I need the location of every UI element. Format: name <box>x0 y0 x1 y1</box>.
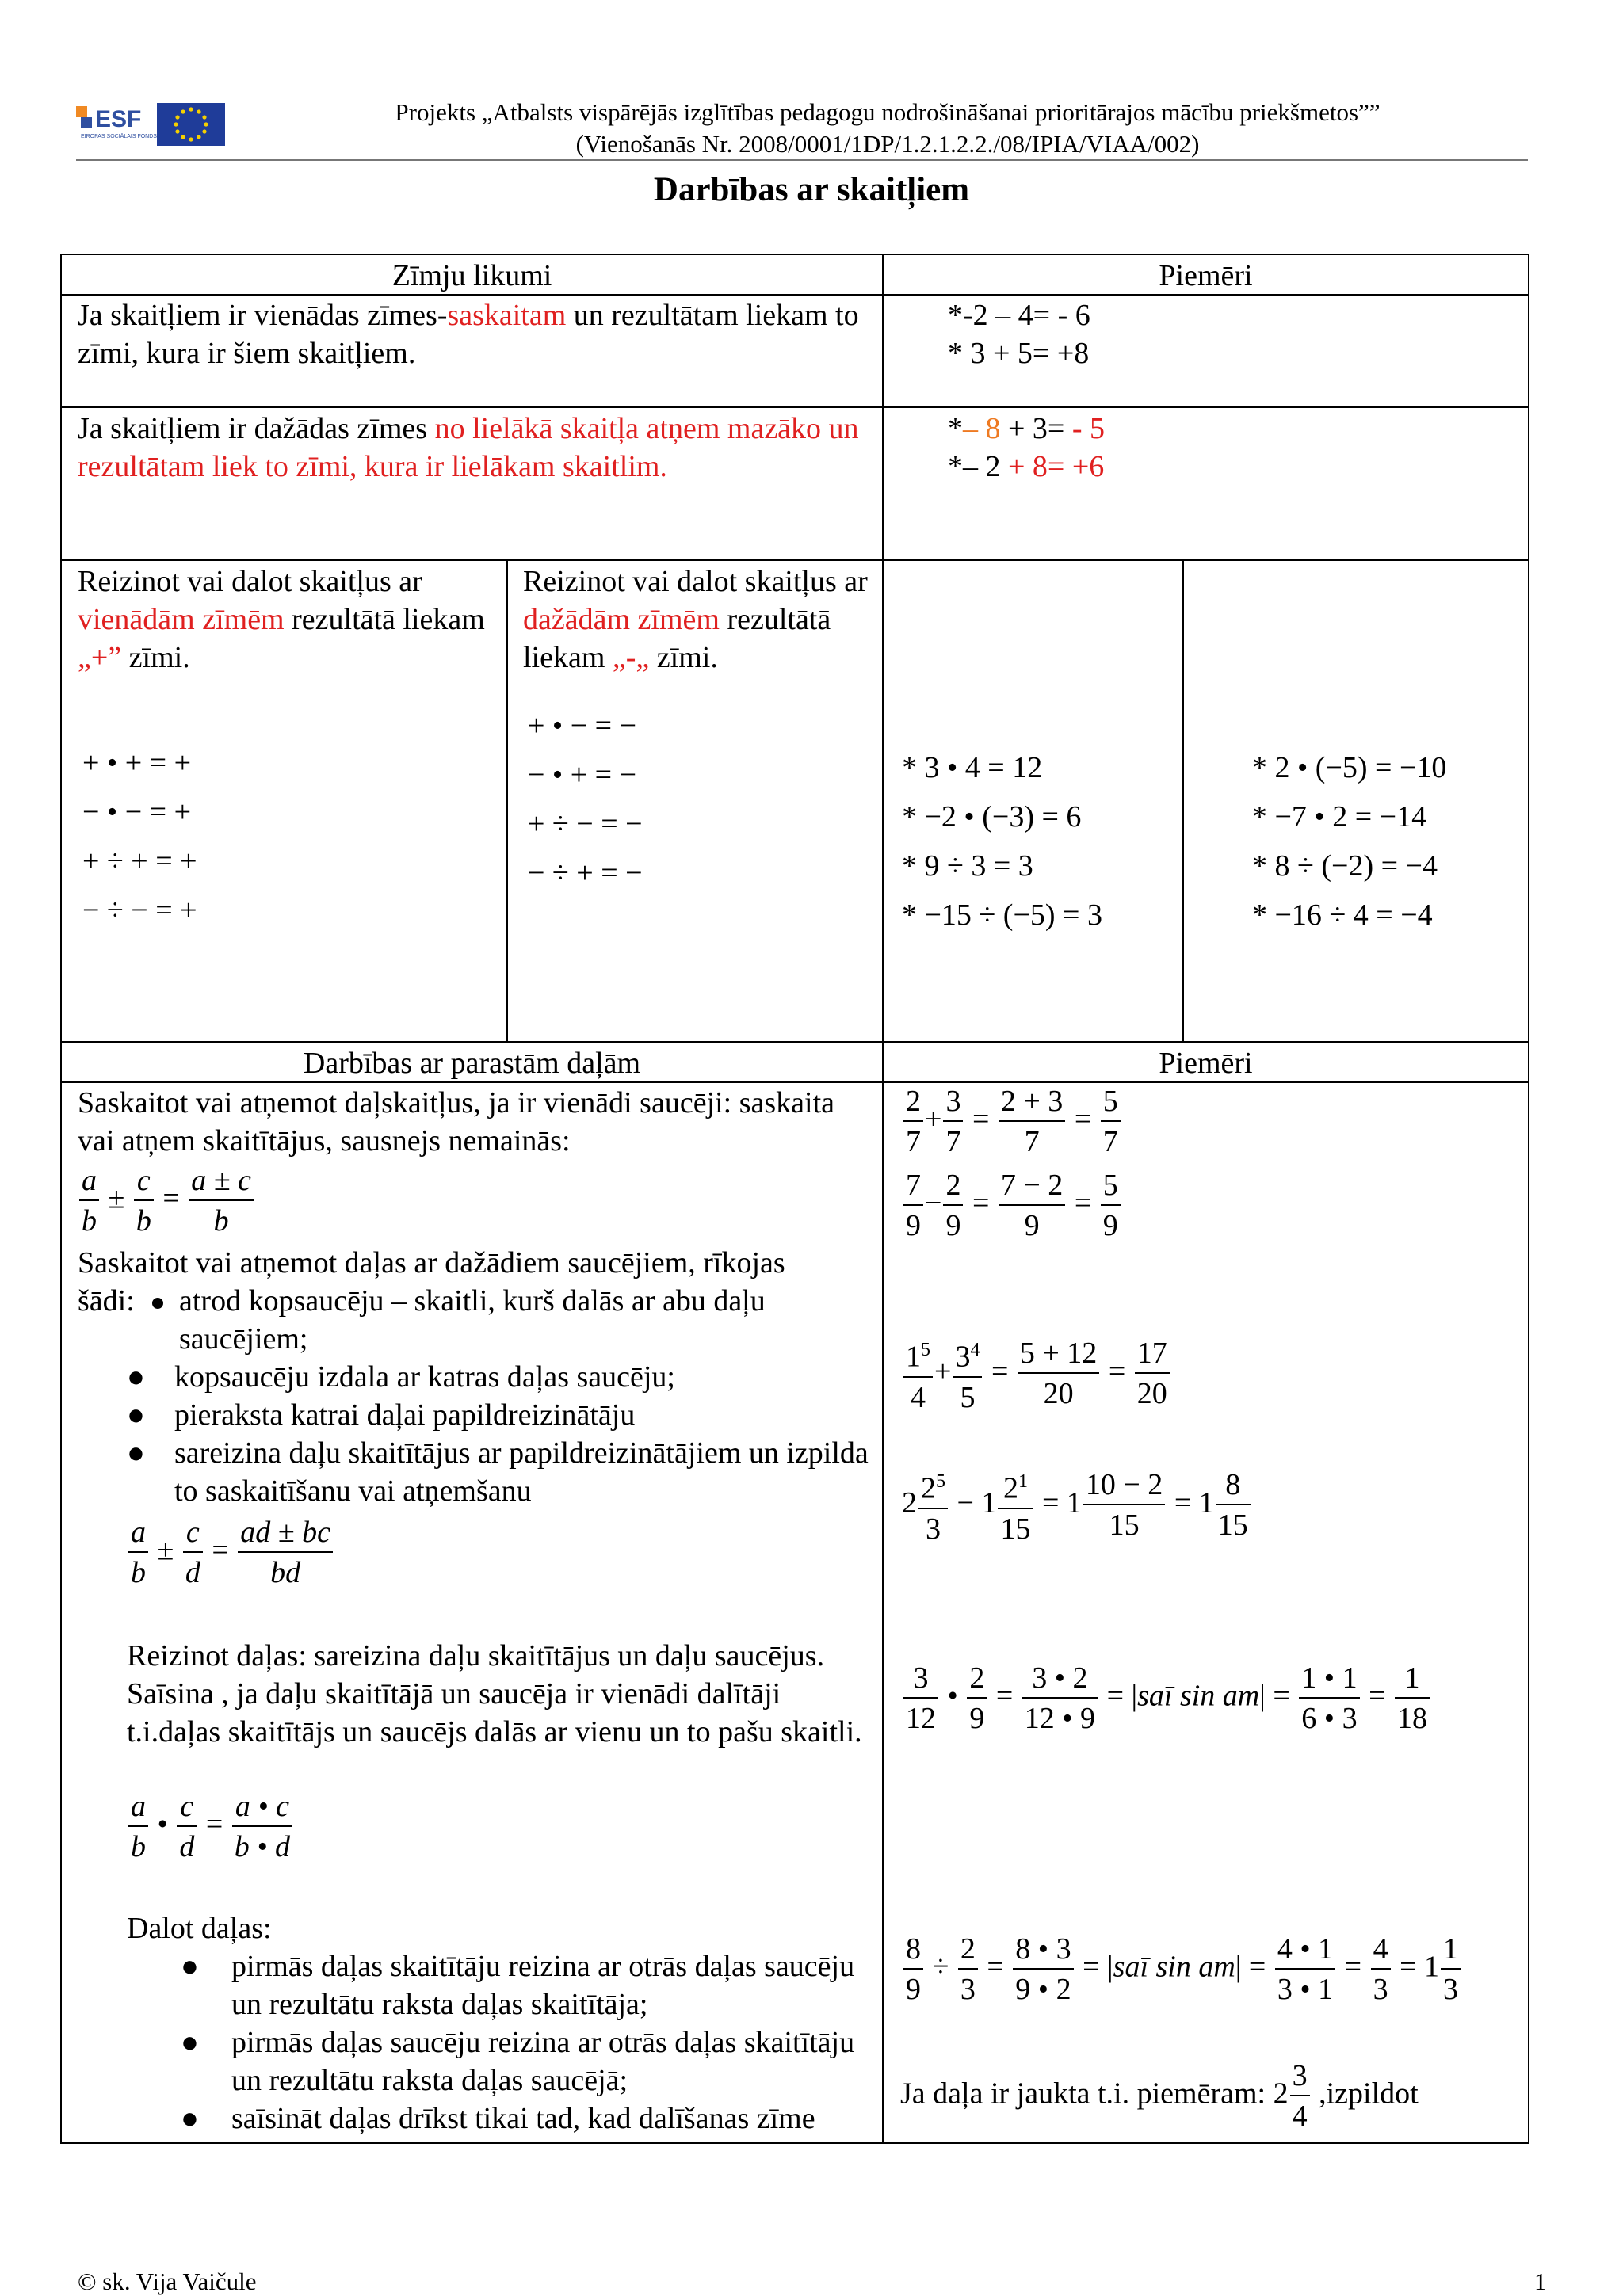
page-number: 1 <box>1534 2267 1547 2295</box>
bullet-icon <box>147 1282 176 1320</box>
example-line: * 3 + 5= +8 <box>948 337 1090 370</box>
bullet-icon: ● <box>127 1360 145 1394</box>
rule-multiply-same: Reizinot vai dalot skaitļus ar vienādām zīmēm rezultātā liekam „+” zīmi. <box>78 565 485 674</box>
same-sign-examples: * 3 • 4 = 12 * −2 • (−3) = 6 * 9 ÷ 3 = 3 * −15 ÷ (−5) = 3 <box>902 751 1102 932</box>
bullet-icon: ● <box>181 2026 199 2059</box>
rule-different-signs: Ja skaitļiem ir dažādas zīmes no lielākā skaitļa atņem mazāko un rezultātam liek to zīmi, kura ir lielākam skaitlim. <box>78 412 859 483</box>
step-find-common-denominator: atrod kopsaucēju – skaitli, kurš dalās ar abu daļu saucējiem; <box>179 1284 766 1356</box>
division-rule-title: Dalot daļas: <box>127 1912 272 1945</box>
formula-same-denominator: $\frac{a}{b}$ ± $\frac{c}{b}$ = $\frac{a \pm c}{b}$ <box>78 1161 255 1241</box>
logo-text: ESF <box>95 106 142 132</box>
rule-same-signs: Ja skaitļiem ir vienādas zīmes-saskaitam un rezultātam liekam to zīmi, kura ir šiem skaitļiem. <box>78 299 859 370</box>
bullet-icon: ● <box>127 1436 145 1470</box>
step-write-multiplier: pieraksta katrai daļai papildreizinātāju <box>174 1398 636 1432</box>
division-step-numerator: pirmās daļas skaitītāju reizina ar otrās daļas saucēju un rezultātu raksta daļas skaitītāja; <box>231 1950 855 2021</box>
logo-subtext: EIROPAS SOCIĀLAIS FONDS <box>81 134 157 139</box>
example-add-same-denominator: $\frac{2}{7}$ + $\frac{3}{7}$ = $\frac{2 + 3}{7}$ = $\frac{5}{7}$ <box>902 1082 1122 1161</box>
examples-header: Piemēri <box>1159 259 1253 292</box>
example-subtract-same-denominator: $\frac{7}{9}$ − $\frac{2}{9}$ = $\frac{7 - 2}{9}$ = $\frac{5}{9}$ <box>902 1166 1122 1245</box>
division-step-denominator: pirmās daļas saucēju reizina ar otrās daļas skaitītāju un rezultātu raksta daļas saucējā; <box>231 2026 855 2097</box>
example-divide-fractions: $\frac{8}{9}$ ÷ $\frac{2}{3}$ = $\frac{8 • 3}{9 • 2}$ = |saī sin am| = $\frac{4 • 1}{3 • 1}$ = $\frac{4}{3}$ = 1 $\frac{1}{3}$ <box>902 1930 1462 2009</box>
sign-rules-header: Zīmju likumi <box>391 259 552 292</box>
header-rule <box>76 159 1528 161</box>
step-multiply-and-add: sareizina daļu skaitītājus ar papildreizinātājiem un izpilda to saskaitīšanu vai atņemšanu <box>174 1436 869 1508</box>
same-sign-rules: + • + = + − • − = + + ÷ + = + − ÷ − = + <box>82 746 197 927</box>
example-subtract-mixed-numbers: 2 $\frac{2^5}{3}$ − 1 $\frac{2^1}{15}$ = 1 $\frac{10 - 2}{15}$ = 1 $\frac{8}{15}$ <box>902 1463 1252 1549</box>
rule-same-signs-examples <box>948 296 1503 372</box>
fractions-header: Darbības ar parastām daļām <box>303 1047 641 1080</box>
esf-eu-flag-icon <box>76 98 227 149</box>
different-denominator-label: šādi: <box>78 1284 135 1318</box>
mixed-fraction-note: Ja daļa ir jaukta t.i. piemēram: 2 $\frac{3}{4}$ ,izpildot <box>900 2057 1419 2136</box>
example-add-different-denominator: $\frac{1^5}{4}$ + $\frac{3^4}{5}$ = $\frac{5 + 12}{20}$ = $\frac{17}{20}$ <box>902 1331 1171 1417</box>
division-step-simplify: saīsināt daļas drīkst tikai tad, kad dalīšanas zīme <box>231 2102 815 2135</box>
different-denominator-rule: Saskaitot vai atņemot daļas ar dažādiem saucējiem, rīkojas <box>78 1246 785 1280</box>
formula-different-denominator: $\frac{a}{b}$ ± $\frac{c}{d}$ = $\frac{ad \pm bc}{bd}$ <box>127 1513 334 1592</box>
agreement-number: (Vienošanās Nr. 2008/0001/1DP/1.2.1.2.2./08/IPIA/VIAA/002) <box>575 130 1200 158</box>
example-multiply-fractions: $\frac{3}{12}$ • $\frac{2}{9}$ = $\frac{3 • 2}{12 • 9}$ = |saī sin am| = $\frac{1 • 1}{6 • 3}$ = $\frac{1}{18}$ <box>902 1659 1431 1738</box>
rule-different-signs-examples <box>948 410 1503 486</box>
example-line: *-2 – 4= - 6 <box>948 299 1090 332</box>
project-title: Projekts „Atbalsts vispārējās izglītības pedagogu nodrošināšanai prioritārajos mācību priekšmetos”” <box>395 98 1381 126</box>
project-header <box>238 97 1537 160</box>
footer-author: © sk. Vija Vaičule <box>78 2267 257 2295</box>
different-sign-rules: + • − = − − • + = − + ÷ − = − − ÷ + = − <box>528 709 643 890</box>
example-line: *– 8 + 3= - 5 <box>948 412 1106 445</box>
esf-logo <box>76 98 227 149</box>
bullet-icon: ● <box>127 1398 145 1432</box>
bullet-icon: ● <box>181 1950 199 1983</box>
step-divide-denominator: kopsaucēju izdala ar katras daļas saucēju; <box>174 1360 675 1394</box>
multiplication-rule: Reizinot daļas: sareizina daļu skaitītājus un daļu saucējus. Saīsina , ja daļu skaitītājā un saucēja ir vienādi dalītāji t.i.daļas skaitītājs un saucējs dalās ar vienu un to pašu skaitli. <box>127 1639 862 1749</box>
page-title: Darbības ar skaitļiem <box>653 171 970 208</box>
formula-multiplication: $\frac{a}{b}$ • $\frac{c}{d}$ = $\frac{a • c}{b • d}$ <box>127 1787 294 1867</box>
bullet-icon: ● <box>181 2102 199 2135</box>
example-line: *– 2 + 8= +6 <box>948 450 1105 483</box>
different-sign-examples: * 2 • (−5) = −10 * −7 • 2 = −14 * 8 ÷ (−2) = −4 * −16 ÷ 4 = −4 <box>1252 751 1447 932</box>
fractions-examples-header: Piemēri <box>1159 1047 1253 1080</box>
rule-multiply-different: Reizinot vai dalot skaitļus ar dažādām zīmēm rezultātā liekam „-„ zīmi. <box>523 565 868 674</box>
same-denominator-rule: Saskaitot vai atņemot daļskaitļus, ja ir vienādi saucēji: saskaita vai atņem skaitītājus, sausnejs nemainās: <box>78 1086 835 1158</box>
